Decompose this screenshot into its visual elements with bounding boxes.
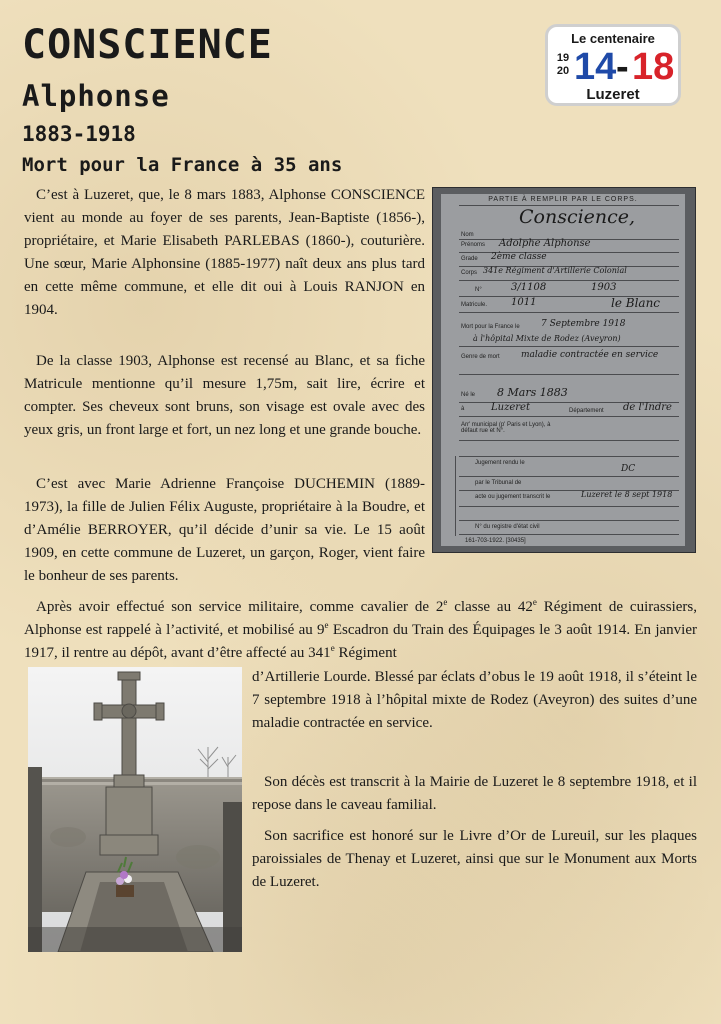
paragraph-matricule: De la classe 1903, Alphonse est recensé au Blanc, et sa fiche Matricule mentionne qu’il mesure 1,75m, sait lire, écrire et compter. Ses cheveux sont bruns, son visage est ovale avec des yeux gris, un front large et fort, un nez long et une grande bouche. (24, 353, 425, 438)
card-label-matricule: Matricule. (461, 302, 488, 308)
logo-small-years (556, 52, 570, 78)
firstname-title: Alphonse (22, 79, 170, 113)
superscript: e (324, 620, 329, 630)
card-label-a: à (461, 406, 465, 412)
card-label-nom: Nom (461, 232, 474, 238)
card-label-arr: Arr' municipal (p' Paris et Lyon), à défaut rue et N°. (461, 422, 551, 434)
card-label-jugement: Jugement rendu le (475, 460, 525, 466)
card-hand-lieu: à l'hôpital Mixte de Rodez (Aveyron) (473, 334, 621, 343)
logo-year-20: 20 (556, 65, 570, 77)
logo-top-text: Le centenaire (571, 31, 655, 46)
card-hand-no: 3/1108 (511, 282, 547, 293)
family-tomb-photo (28, 667, 242, 952)
card-label-footer: 161-703-1922. [30435] (465, 538, 526, 544)
service-text-e: Régiment (334, 645, 397, 661)
tomb-cross-illustration (28, 667, 242, 952)
card-label-ne: Né le (461, 392, 476, 398)
logo-bottom-text: Luzeret (586, 86, 640, 103)
card-hand-recrutement: le Blanc (611, 296, 661, 310)
card-hand-ne: 8 Mars 1883 (497, 386, 568, 399)
service-text-b: classe au 42 (447, 599, 533, 615)
card-label-acte: acte ou jugement transcrit le (475, 494, 551, 500)
years-title: 1883-1918 (22, 122, 136, 146)
logo-18: 18 (632, 46, 675, 88)
card-label-mort: Mort pour la France le (461, 324, 520, 330)
death-record-card (432, 187, 696, 553)
superscript: e (330, 643, 335, 653)
superscript: e (532, 597, 537, 607)
card-hand-a: Luzeret (491, 402, 530, 413)
card-hand-dept: de l'Indre (623, 402, 672, 413)
surname-title: CONSCIENCE (22, 22, 273, 68)
card-hand-class: 1903 (591, 282, 617, 293)
logo-dash: - (616, 46, 629, 88)
paragraph-birth: C’est à Luzeret, que, le 8 mars 1883, Alphonse CONSCIENCE vient au monde au foyer de ses parents, Jean-Baptiste (1856-), propriétaire, et Marie Elisabeth PARLEBAS (1860-), couturière. Une sœur, Marie Alphonsine (1885-1977) naît deux ans plus tard en cette même commune, et elle dit oui à Louis RANJON en 1904. (24, 187, 425, 318)
card-hand-transcrit: Luzeret le 8 sept 1918 (581, 490, 673, 499)
service-text-c: Régiment de cuirassiers, Alphonse est rappelé à l’activité, et mobilisé au 9 (24, 599, 697, 638)
card-hand-genre: maladie contractée en service (521, 350, 659, 360)
card-label-tribunal: par le Tribunal de (475, 480, 522, 486)
card-label-prenoms: Prénoms (461, 242, 486, 248)
card-label-corps: Corps (461, 270, 478, 276)
centenaire-logo (545, 24, 681, 106)
card-hand-mort: 7 Septembre 1918 (541, 319, 626, 329)
card-label-grade: Grade (461, 256, 478, 262)
paragraph-marriage: C’est avec Marie Adrienne Françoise DUCHEMIN (1889-1973), la fille de Julien Félix Auguste, propriétaire à la Boudre, et d’Amélie BERROYER, qu’il décide d’unir sa vie. Le 15 août 1909, en cette commune de Luzeret, un garçon, Roger, vient faire le bonheur de ses parents. (24, 476, 425, 584)
paragraph-death: d’Artillerie Lourde. Blessé par éclats d’obus le 19 août 1918, il s’éteint le 7 septembre 1918 à l’hôpital mixte de Rodez (Aveyron) des suites d’une maladie contractée en service. (252, 669, 697, 731)
paragraph-honors: Son sacrifice est honoré sur le Livre d’Or de Lureuil, sur les plaques paroissiales de Thenay et Luzeret, ainsi que sur le Monument aux Morts de Luzeret. (252, 828, 697, 890)
card-label-num: N° du registre d'état civil (475, 524, 540, 530)
card-hand-prenoms: Adolphe Alphonse (499, 238, 591, 249)
logo-14: 14 (574, 46, 617, 88)
paragraph-transcription: Son décès est transcrit à la Mairie de Luzeret le 8 septembre 1918, et il repose dans le caveau familial. (252, 774, 697, 813)
paragraph-service (24, 596, 697, 665)
service-text-a: Après avoir effectué son service militaire, comme cavalier de 2 (36, 599, 444, 615)
card-hand-nom: Conscience, (519, 206, 636, 228)
logo-year-19: 19 (556, 52, 570, 64)
card-label-dept: Département (569, 408, 604, 414)
card-hand-matricule: 1011 (511, 297, 537, 308)
card-hand-corps: 341e Régiment d'Artillerie Colonial (483, 266, 627, 275)
card-hand-grade: 2ème classe (491, 252, 547, 262)
card-label-genre: Genre de mort (461, 354, 500, 360)
death-subtitle: Mort pour la France à 35 ans (22, 154, 343, 176)
card-hand-dc: DC (621, 464, 636, 474)
card-heading: PARTIE À REMPLIR PAR LE CORPS. (488, 196, 638, 203)
service-text-d: Escadron du Train des Équipages le 3 août 1914. En janvier 1917, il rentre au dépôt, avant d’être affecté au 341 (24, 622, 698, 661)
superscript: e (443, 597, 448, 607)
card-label-no: N° (475, 287, 482, 293)
